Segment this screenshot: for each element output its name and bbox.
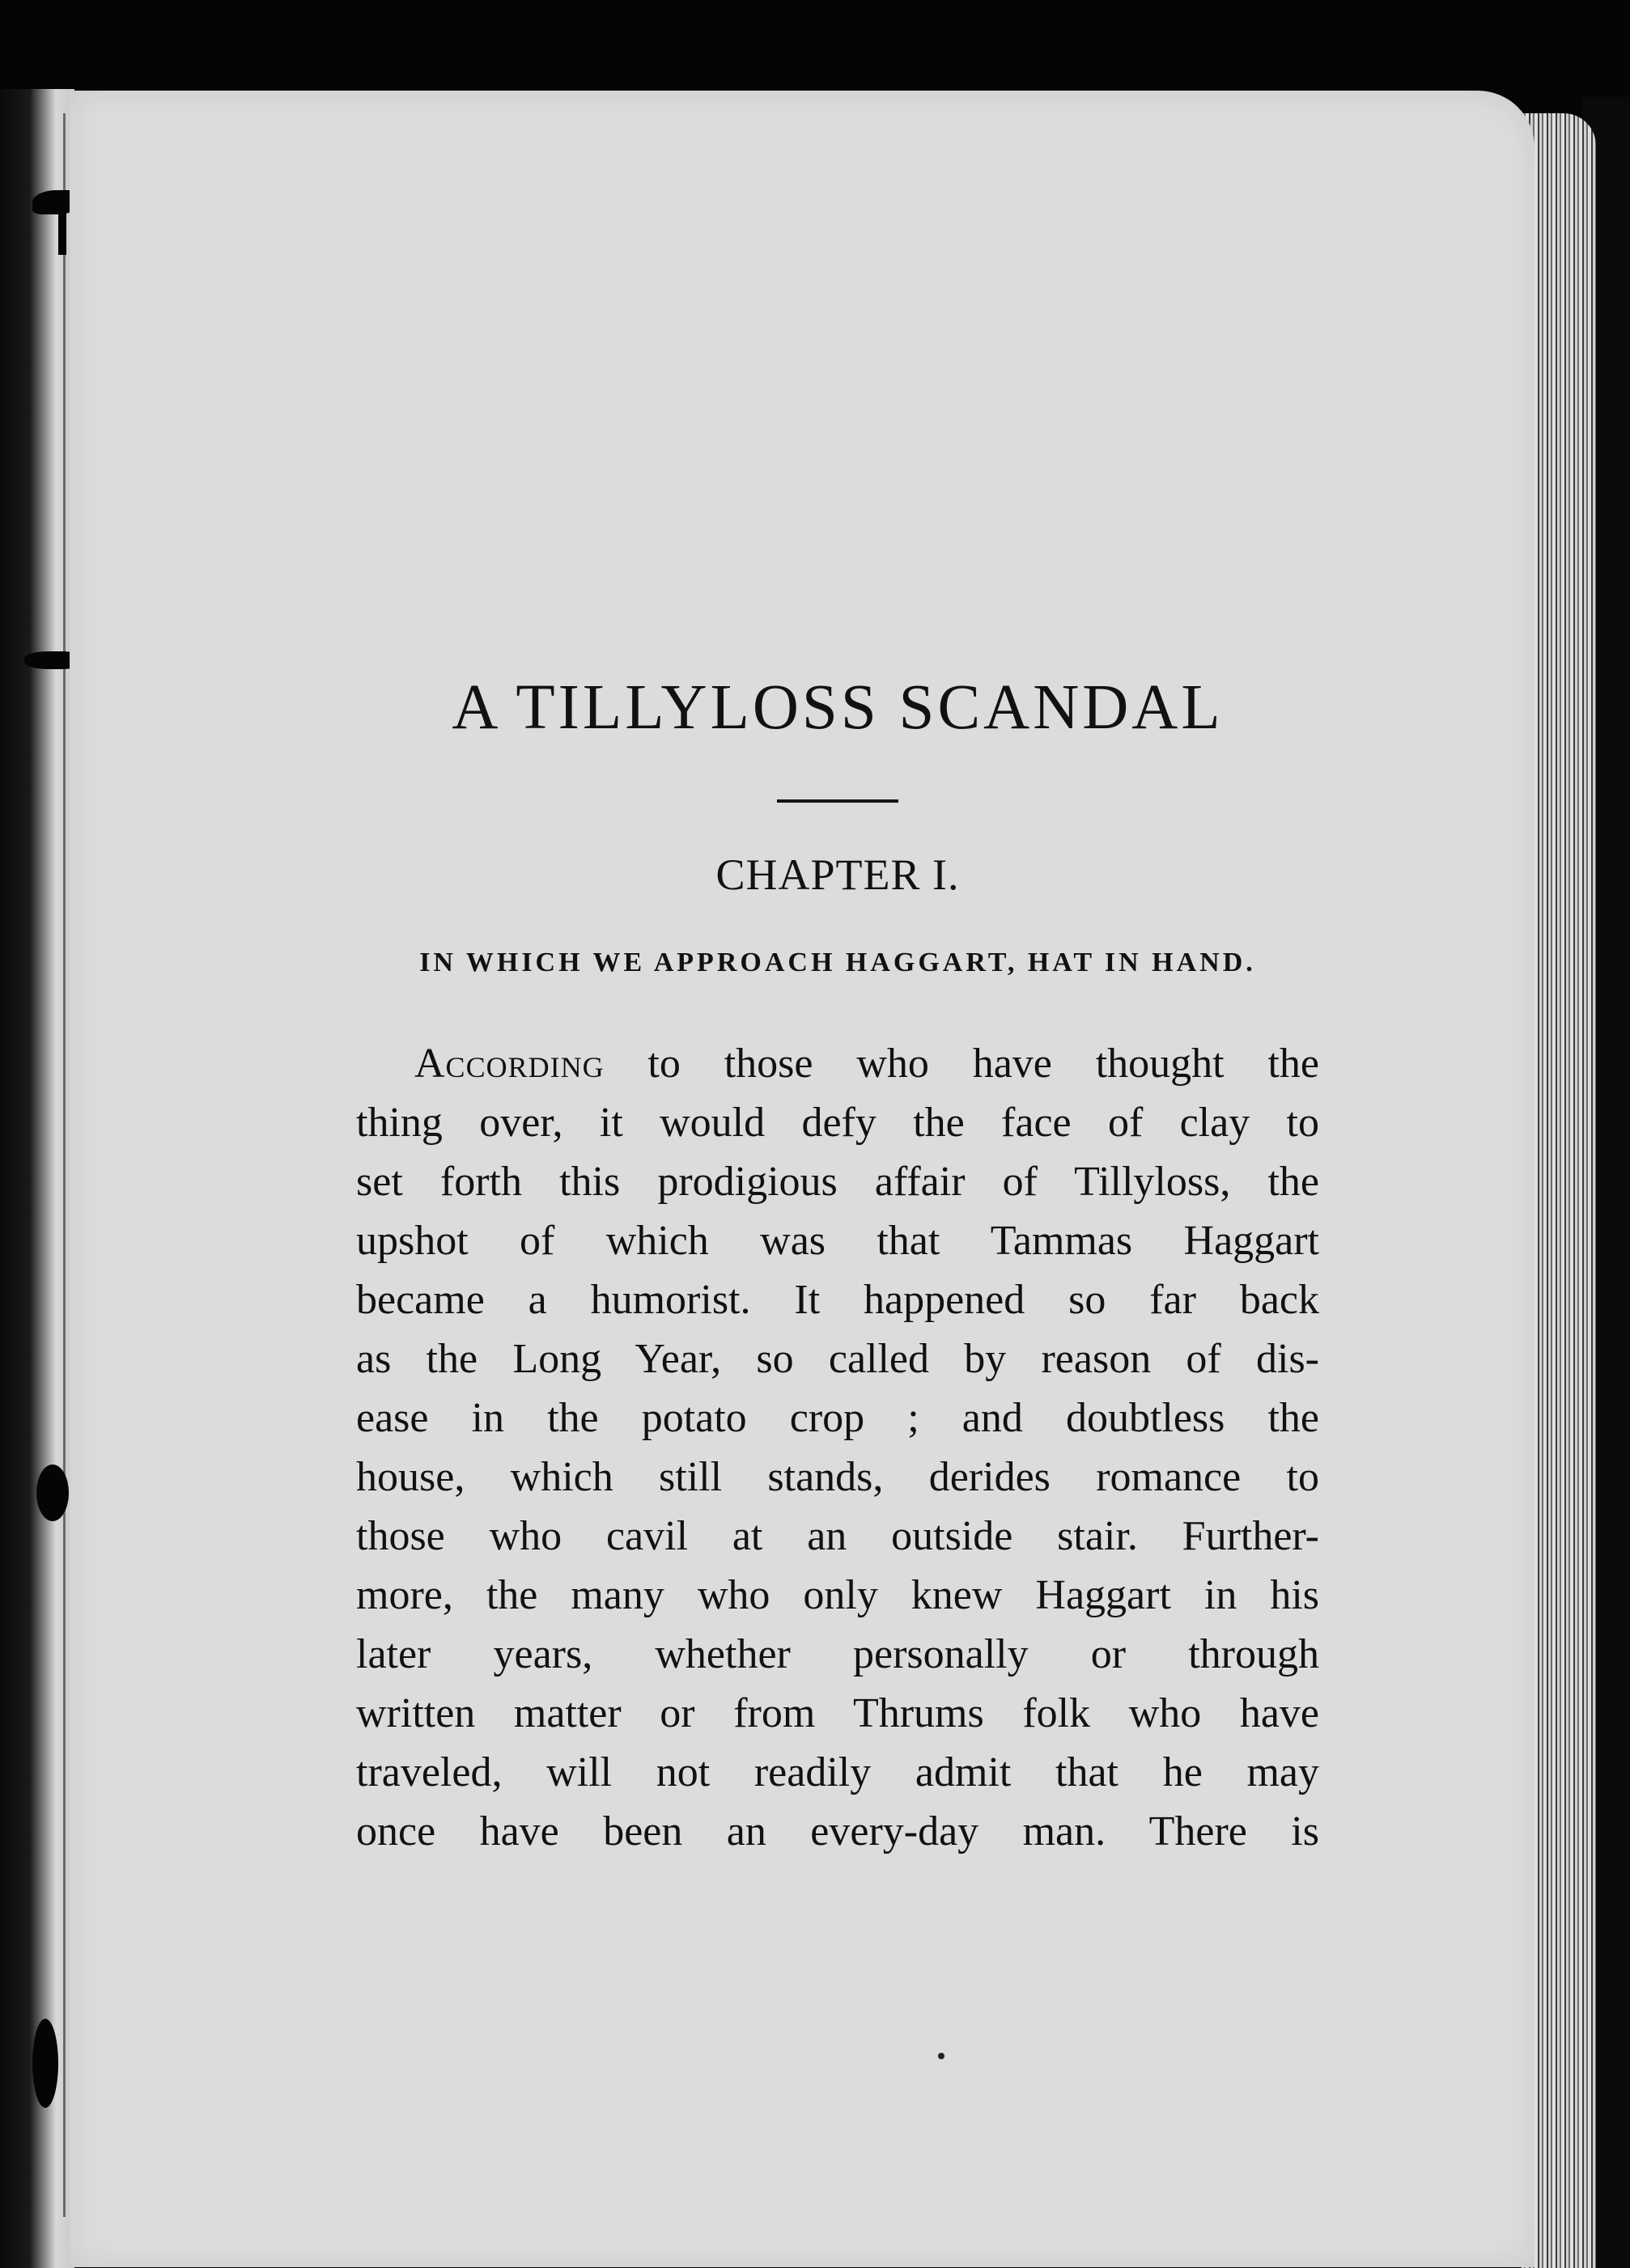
body-line: once have been an every-day man. There is [356, 1808, 1319, 1855]
binding-mark [36, 1465, 69, 1521]
chapter-subtitle: IN WHICH WE APPROACH HAGGART, HAT IN HAND. [419, 947, 1256, 977]
body-line: upshot of which was that Tammas Haggart [356, 1218, 1319, 1264]
binding-fold [63, 113, 66, 2217]
body-line: written matter or from Thrums folk who have [356, 1690, 1319, 1736]
body-line: more, the many who only knew Haggart in his [356, 1572, 1319, 1618]
body-line: thing over, it would defy the face of clay to [356, 1100, 1319, 1146]
body-line: later years, whether personally or through [356, 1631, 1319, 1677]
body-line: house, which still stands, derides romance to [356, 1454, 1319, 1500]
body-line: those who cavil at an outside stair. Further- [356, 1513, 1319, 1559]
body-line: as the Long Year, so called by reason of dis- [356, 1336, 1319, 1382]
lead-word: According [414, 1041, 605, 1087]
body-line: became a humorist. It happened so far back [356, 1277, 1319, 1323]
chapter-heading: CHAPTER I. [715, 850, 960, 899]
body-line: set forth this prodigious affair of Tillyloss, the [356, 1159, 1319, 1205]
body-line: ease in the potato crop ; and doubtless the [356, 1395, 1319, 1441]
book-title: A TILLYLOSS SCANDAL [452, 672, 1224, 743]
body-line: traveled, will not readily admit that he may [356, 1749, 1319, 1795]
chapter-body [356, 1034, 1319, 1861]
ink-speck [938, 2053, 944, 2059]
title-rule [777, 799, 898, 803]
body-line-text: to those who have thought the [604, 1041, 1319, 1087]
binding-mark [58, 206, 66, 255]
page-text [356, 672, 1319, 1861]
body-line [356, 1034, 1319, 1093]
binding-mark [32, 2019, 58, 2108]
